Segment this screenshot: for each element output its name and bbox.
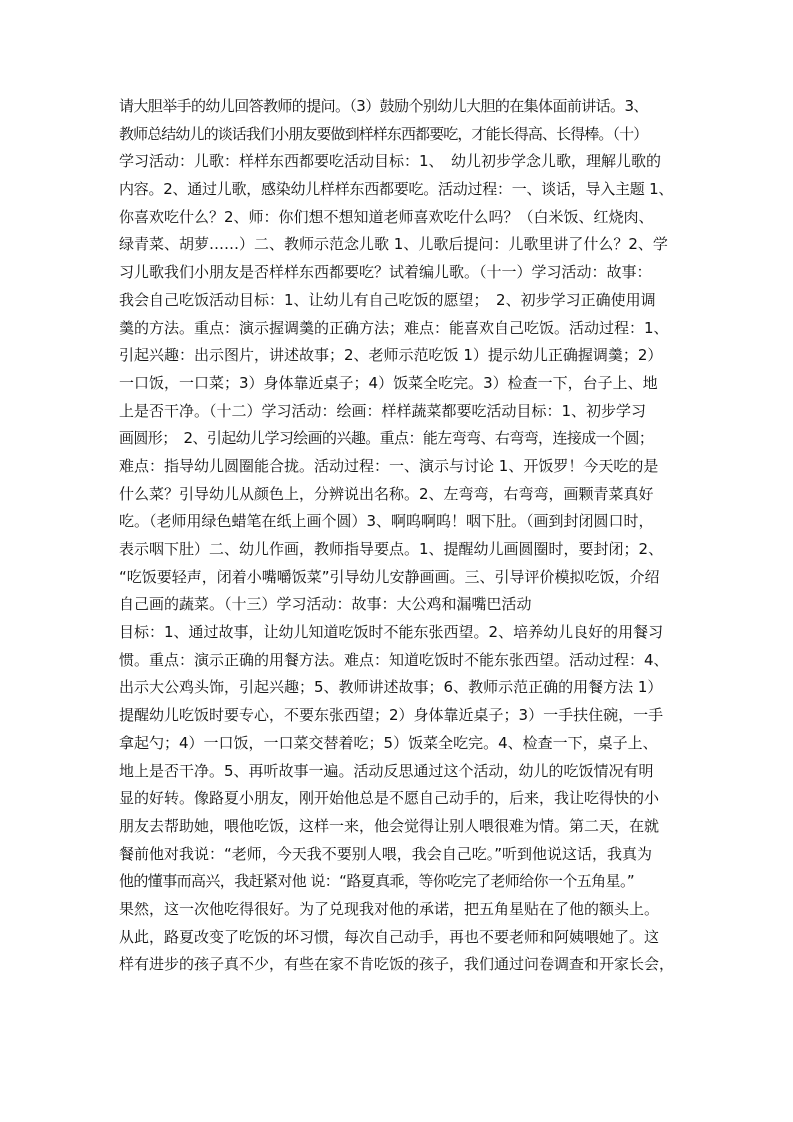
text-line: 吃。（老师用绿色蜡笔在纸上画个圆）3、啊呜啊呜！咽下肚。（画到封闭圆口时， [119, 512, 654, 531]
text-line: 目标：1、通过故事，让幼儿知道吃饭时不能东张西望。2、培养幼儿良好的用餐习 [119, 623, 664, 642]
text-line: 难点：指导幼儿圆圈能合拢。活动过程：一、演示与讨论 1、开饭罗！今天吃的是 [119, 456, 659, 475]
text-line: 出示大公鸡头饰，引起兴趣；5、教师讲述故事；6、教师示范正确的用餐方法 1） [119, 678, 663, 697]
text-line: 我会自己吃饭活动目标：1、让幼儿有自己吃饭的愿望； 2、初步学习正确使用调 [119, 290, 656, 309]
text-line: 习儿歌我们小朋友是否样样东西都要吃？试着编儿歌。（十一）学习活动：故事： [119, 263, 652, 282]
text-line: 他的懂事而高兴，我赶紧对他 说：“路夏真乖，等你吃完了老师给你一个五角星。” [119, 872, 635, 891]
text-line: 地上是否干净。5、再听故事一遍。活动反思通过这个活动，幼儿的吃饭情况有明 [119, 761, 654, 780]
text-line: 什么菜？引导幼儿从颜色上，分辨说出名称。2、左弯弯，右弯弯，画颗青菜真好 [119, 484, 654, 503]
text-line: 从此，路夏改变了吃饭的坏习惯，每次自己动手，再也不要老师和阿姨喂她了。这 [119, 927, 660, 946]
text-line: 教师总结幼儿的谈话我们小朋友要做到样样东西都要吃，才能长得高、长得棒。（十） [119, 124, 648, 143]
text-line: 提醒幼儿吃饭时要专心，不要东张西望；2）身体靠近桌子；3）一手扶住碗，一手 [119, 706, 664, 725]
text-line: 餐前他对我说：“老师，今天我不要别人喂，我会自己吃。”听到他说这话，我真为 [119, 844, 653, 863]
text-line: 自己画的蔬菜。（十三）学习活动：故事：大公鸡和漏嘴巴活动 [119, 595, 532, 614]
text-line: 请大胆举手的幼儿回答教师的提问。（3）鼓励个别幼儿大胆的在集体面前讲话。3、 [119, 97, 648, 115]
text-line: 样有进步的孩子真不少，有些在家不肯吃饭的孩子，我们通过问卷调查和开家长会， [119, 955, 675, 974]
text-line: 表示咽下肚）二、幼儿作画，教师指导要点。1、提醒幼儿画圆圈时，要封闭；2、 [119, 540, 664, 558]
text-line: 拿起勺；4）一口饭，一口菜交替着吃；5）饭菜全吃完。4、检查一下，桌子上、 [119, 733, 658, 752]
text-line: 引起兴趣：出示图片，讲述故事；2、老师示范吃饭 1）提示幼儿正确握调羹；2） [119, 346, 663, 365]
text-line: 一口饭，一口菜；3）身体靠近桌子；4）饭菜全吃完。3）检查一下，台子上、地 [119, 373, 658, 392]
text-line: 显的好转。像路夏小朋友，刚开始他总是不愿自己动手的，后来，我让吃得快的小 [119, 789, 660, 808]
text-line: 绿青菜、胡萝……）二、教师示范念儿歌 1、儿歌后提问：儿歌里讲了什么？2、学 [119, 235, 668, 254]
text-line: 上是否干净。（十二）学习活动：绘画：样样蔬菜都要吃活动目标：1、初步学习 [119, 401, 647, 420]
text-line: 学习活动：儿歌：样样东西都要吃活动目标：1、 幼儿初步学念儿歌，理解儿歌的 [119, 152, 662, 171]
text-line: “吃饭要轻声，闭着小嘴嚼饭菜”引导幼儿安静画画。三、引导评价模拟吃饭，介绍 [119, 567, 660, 586]
document-body [119, 93, 676, 979]
text-line: 画圆形； 2、引起幼儿学习绘画的兴趣。重点：能左弯弯、右弯弯，连接成一个圆； [119, 429, 654, 448]
text-line: 羹的方法。重点：演示握调羹的正确方法；难点：能喜欢自己吃饭。活动过程：1、 [119, 318, 669, 337]
text-line: 朋友去帮助她，喂他吃饭，这样一来，他会觉得让别人喂很难为情。第二天，在就 [119, 816, 660, 835]
text-line: 果然，这一次他吃得很好。为了兑现我对他的承诺，把五角星贴在了他的额头上。 [119, 899, 660, 918]
text-line: 你喜欢吃什么？2、师：你们想不想知道老师喜欢吃什么吗？（白米饭、红烧肉、 [119, 207, 654, 226]
text-line: 内容。2、通过儿歌，感染幼儿样样东西都要吃。活动过程：一、谈话，导入主题 1、 [119, 180, 674, 199]
text-line: 惯。重点：演示正确的用餐方法。难点：知道吃饭时不能东张西望。活动过程：4、 [119, 650, 669, 669]
